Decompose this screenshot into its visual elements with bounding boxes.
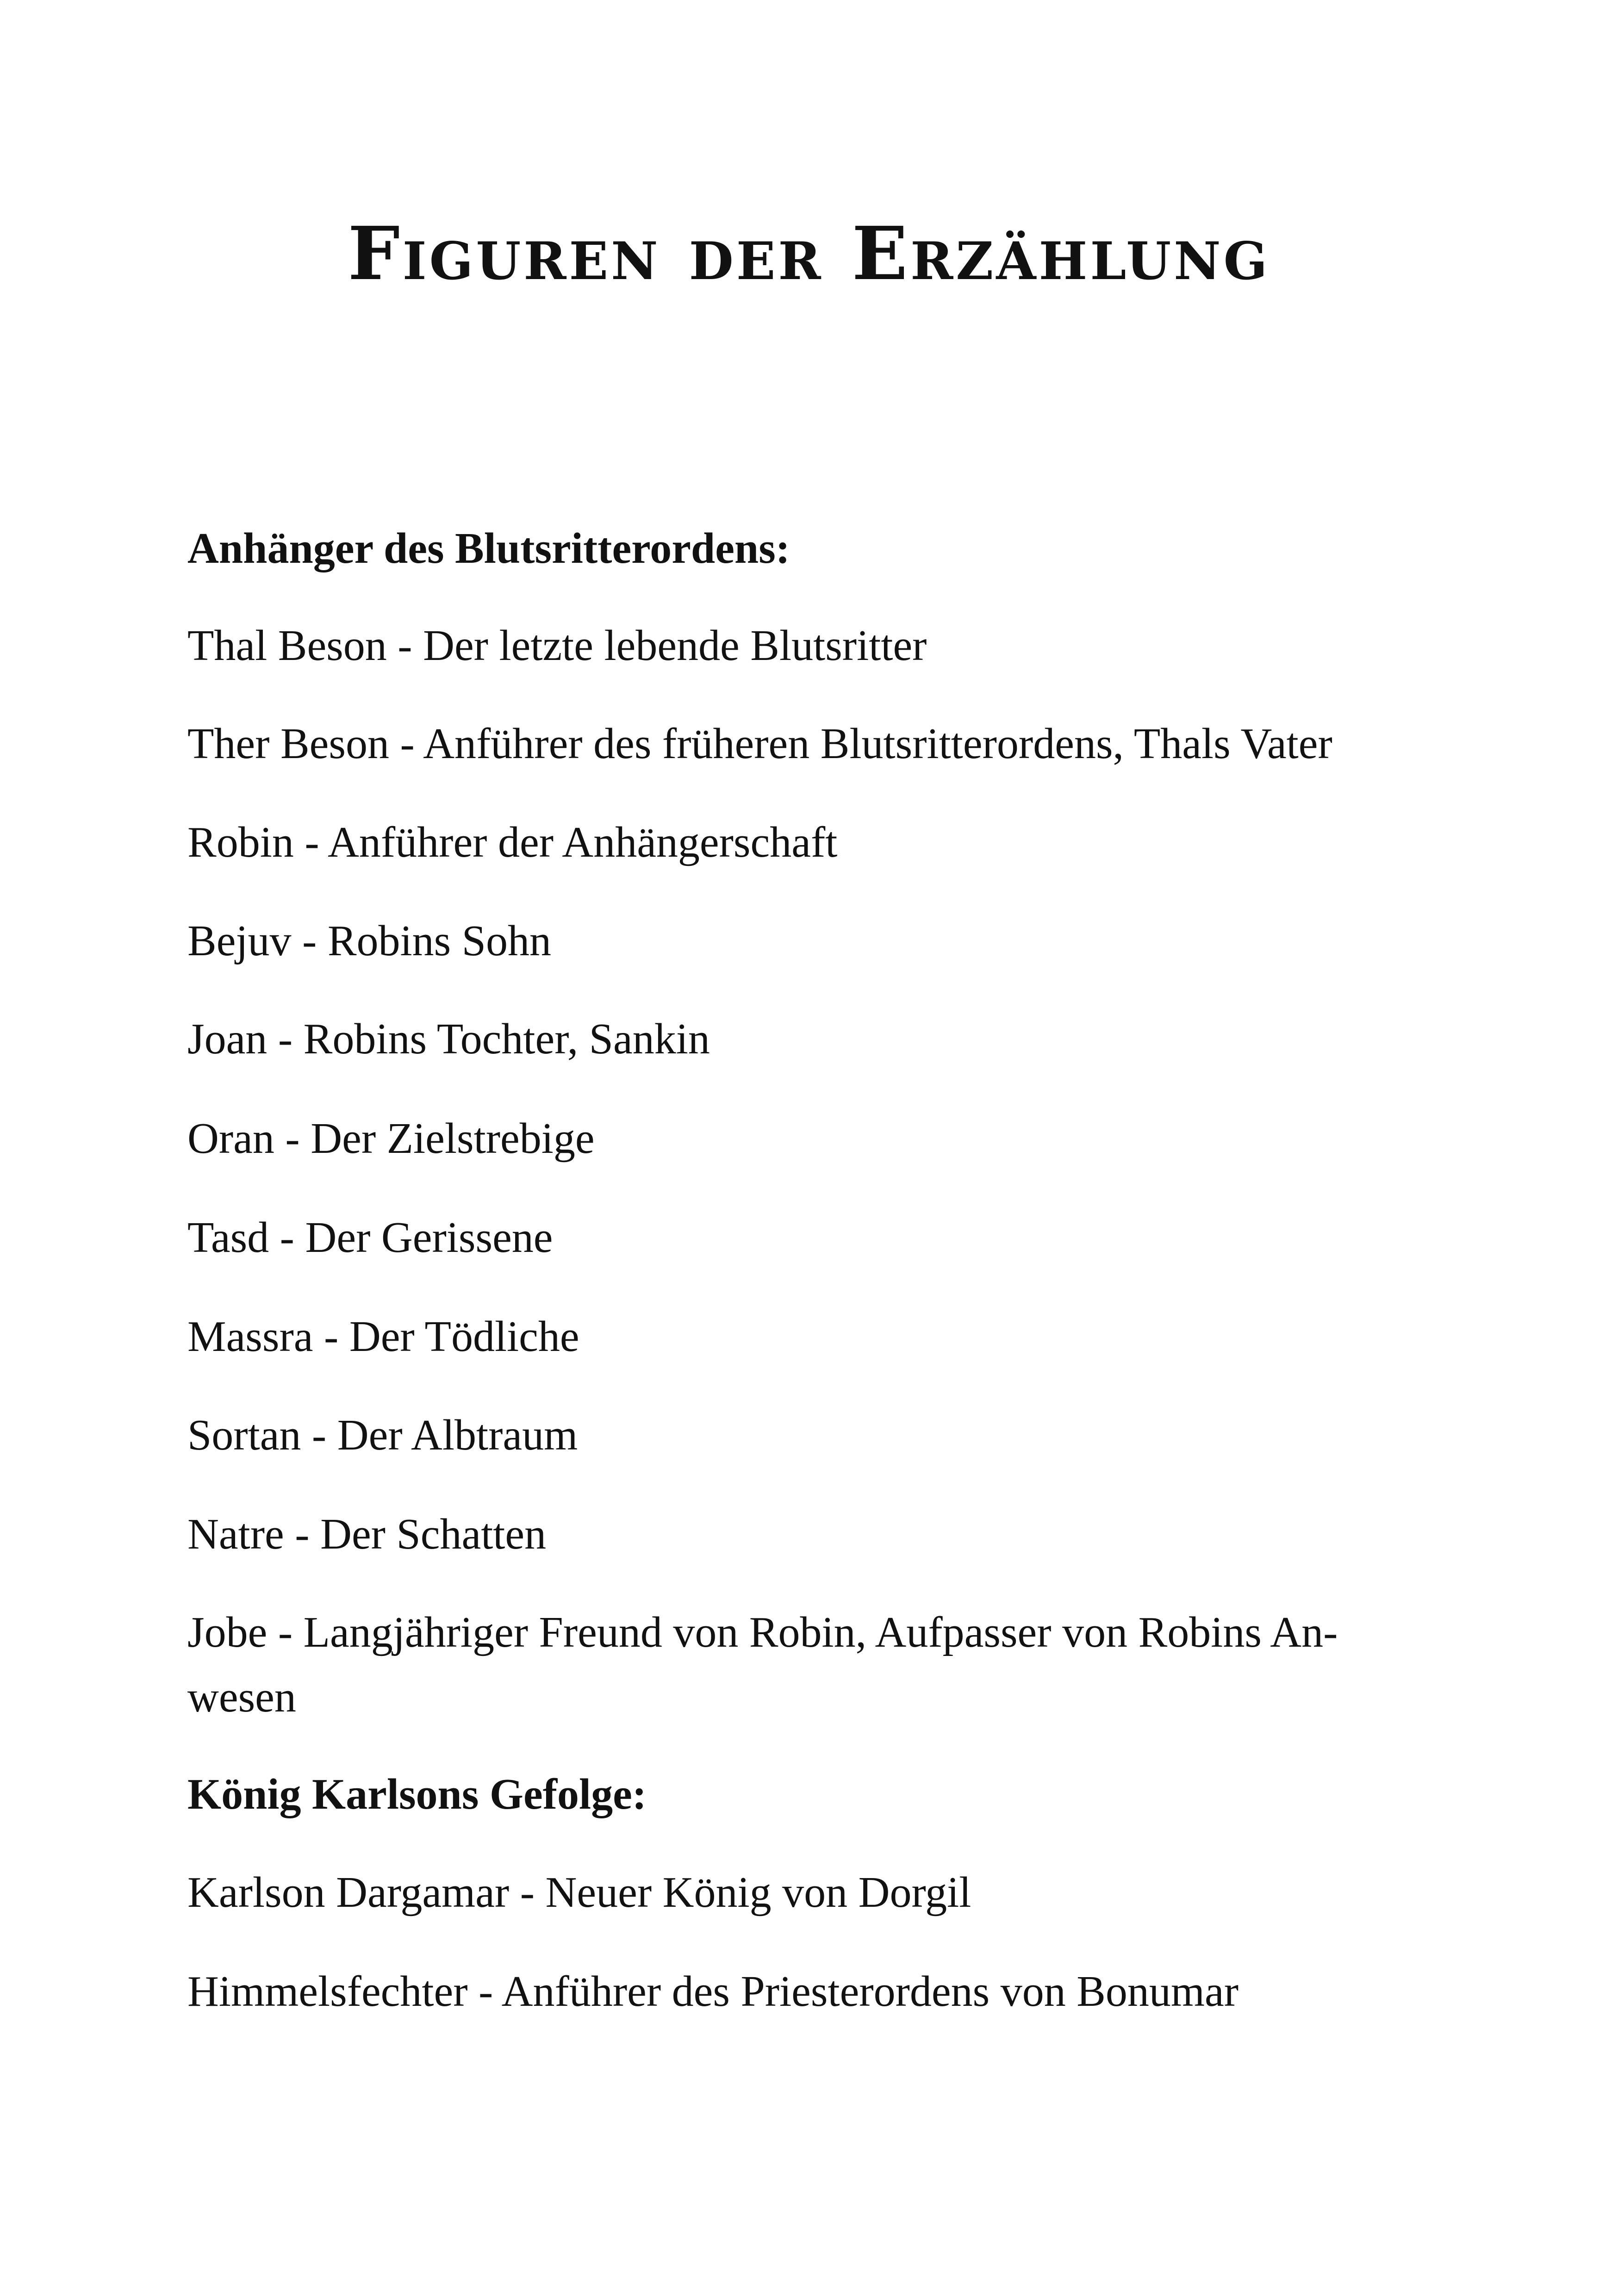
character-entry: Bejuv - Robins Sohn (187, 917, 552, 965)
character-name: Natre (187, 1510, 284, 1558)
character-entry: Tasd - Der Gerissene (187, 1213, 553, 1262)
character-entry: Himmelsfechter - Anführer des Priesterordens von Bonumar (187, 1967, 1239, 2016)
character-role: Neuer König von Dorgil (545, 1868, 971, 1916)
character-role: Der Zielstrebige (311, 1114, 595, 1163)
character-role: Robins Tochter, Sankin (303, 1015, 710, 1063)
character-entry: Thal Beson - Der letzte lebende Blutsritter (187, 622, 927, 670)
character-role: Anführer des früheren Blutsritterordens, Thals Vater (423, 720, 1332, 768)
character-name: Jobe (187, 1608, 268, 1656)
character-name: Sortan (187, 1411, 301, 1459)
character-name: Himmelsfechter (187, 1967, 468, 2016)
character-role: Langjähriger Freund von Robin, Aufpasser von Robins An- (303, 1608, 1338, 1656)
character-entry: Karlson Dargamar - Neuer König von Dorgil (187, 1868, 971, 1916)
character-name: Oran (187, 1114, 274, 1163)
character-entry: Massra - Der Tödliche (187, 1313, 579, 1361)
character-entry: Oran - Der Zielstrebige (187, 1114, 595, 1163)
character-entry: Joan - Robins Tochter, Sankin (187, 1015, 710, 1063)
character-role: Der Gerissene (305, 1213, 553, 1262)
character-entry: Ther Beson - Anführer des früheren Blutsritterordens, Thals Vater (187, 720, 1332, 768)
character-name: Robin (187, 818, 294, 866)
character-entry: Sortan - Der Albtraum (187, 1411, 578, 1459)
character-role: Anführer des Priesterordens von Bonumar (501, 1967, 1239, 2016)
character-role: Der letzte lebende Blutsritter (423, 622, 927, 670)
character-name: Tasd (187, 1213, 269, 1262)
character-name: Joan (187, 1015, 268, 1063)
character-role-continuation: wesen (187, 1673, 296, 1721)
character-entry: Robin - Anführer der Anhängerschaft (187, 818, 838, 866)
section-heading-followers: Anhänger des Blutsritterordens: (187, 524, 790, 572)
character-name: Bejuv (187, 917, 292, 965)
character-entry: Natre - Der Schatten (187, 1510, 547, 1558)
section-heading-retinue: König Karlsons Gefolge: (187, 1770, 647, 1818)
character-role: Der Schatten (320, 1510, 547, 1558)
character-entry (187, 1600, 1437, 1730)
character-role: Robins Sohn (327, 917, 552, 965)
character-entry-line: Jobe - Langjähriger Freund von Robin, Aufpasser von Robins An- (187, 1608, 1338, 1656)
character-role: Anführer der Anhängerschaft (327, 818, 838, 866)
character-name: Thal Beson (187, 622, 387, 670)
character-name: Karlson Dargamar (187, 1868, 510, 1916)
character-name: Ther Beson (187, 720, 389, 768)
character-role: Der Albtraum (337, 1411, 578, 1459)
character-name: Massra (187, 1313, 313, 1361)
character-role: Der Tödliche (349, 1313, 579, 1361)
page-title: Figuren der Erzählung (348, 211, 1270, 297)
